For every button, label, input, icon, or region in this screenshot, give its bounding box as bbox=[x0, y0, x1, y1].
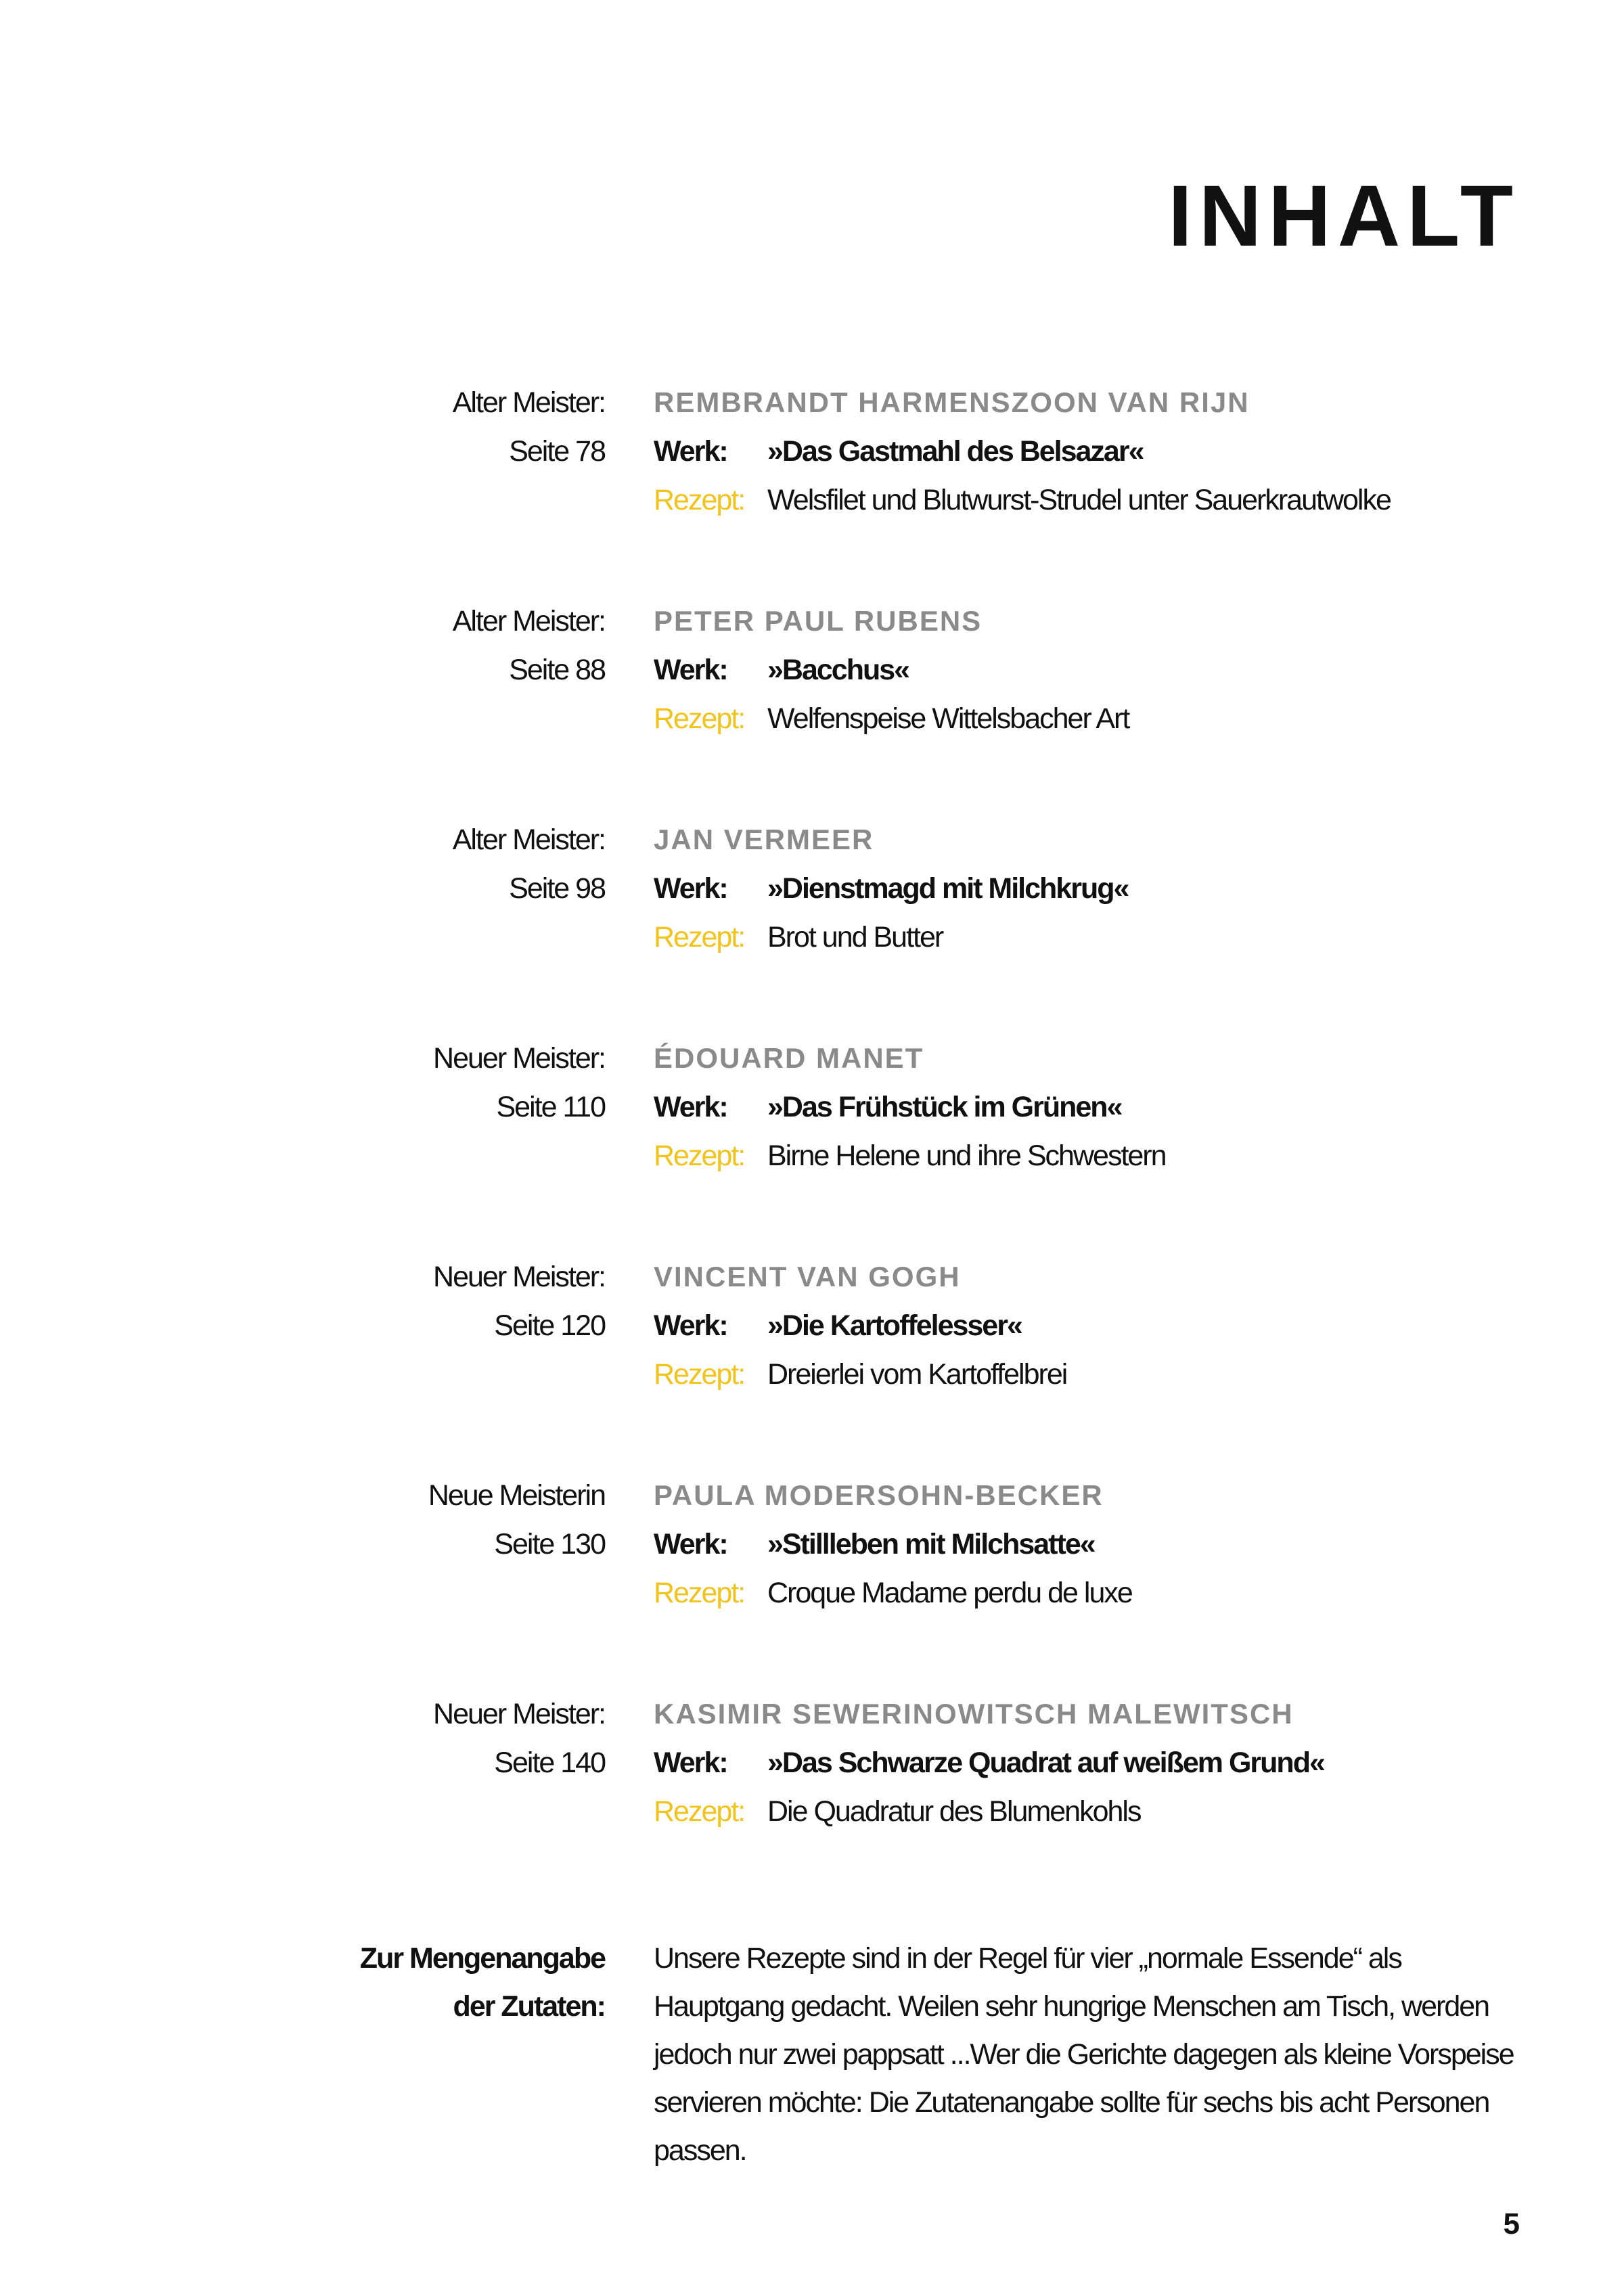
work-label: Werk: bbox=[654, 1091, 727, 1123]
entry-recipe: Dreierlei vom Kartoffelbrei bbox=[767, 1358, 1067, 1391]
entry-work: »Das Gastmahl des Belsazar« bbox=[767, 435, 1144, 468]
recipe-label: Rezept: bbox=[654, 484, 745, 516]
entry-work: »Die Kartoffelesser« bbox=[767, 1309, 1022, 1342]
work-label: Werk: bbox=[654, 872, 727, 905]
work-label: Werk: bbox=[654, 1309, 727, 1342]
work-label: Werk: bbox=[654, 654, 727, 686]
entry-category: Neue Meisterin bbox=[428, 1479, 605, 1512]
entry-artist: PAULA MODERSOHN-BECKER bbox=[654, 1479, 1104, 1511]
entry-artist: VINCENT VAN GOGH bbox=[654, 1261, 961, 1292]
work-label: Werk: bbox=[654, 1747, 727, 1779]
recipe-label: Rezept: bbox=[654, 1577, 745, 1609]
recipe-label: Rezept: bbox=[654, 1358, 745, 1391]
entry-recipe: Die Quadratur des Blumenkohls bbox=[767, 1795, 1141, 1828]
entry-artist: ÉDOUARD MANET bbox=[654, 1042, 924, 1074]
work-label: Werk: bbox=[654, 435, 727, 468]
recipe-label: Rezept: bbox=[654, 702, 745, 735]
entry-category: Alter Meister: bbox=[452, 605, 605, 637]
entry-work: »Dienstmagd mit Milchkrug« bbox=[767, 872, 1129, 905]
quantity-note-text: Unsere Rezepte sind in der Regel für vier „normale Essende“ als Hauptgang gedacht. Weilen sehr hungrige Menschen am Tisch, werden jedoch nur zwei pappsatt ...Wer die Gerichte dagegen als kleine Vorspeise servieren möchte: Die Zutatenangabe sollte für sechs bis acht Personen passen. bbox=[654, 1942, 1514, 2167]
entry-page[interactable]: Seite 110 bbox=[496, 1091, 605, 1123]
entry-work: »Das Frühstück im Grünen« bbox=[767, 1091, 1122, 1123]
entry-page[interactable]: Seite 78 bbox=[509, 435, 605, 468]
entry-page[interactable]: Seite 120 bbox=[494, 1309, 605, 1342]
entry-category: Alter Meister: bbox=[452, 386, 605, 419]
entry-recipe: Croque Madame perdu de luxe bbox=[767, 1577, 1132, 1609]
work-label: Werk: bbox=[654, 1528, 727, 1560]
quantity-note-label-line1: Zur Mengenangabe bbox=[359, 1942, 605, 1975]
entry-work: »Stillleben mit Milchsatte« bbox=[767, 1528, 1095, 1560]
entry-recipe: Brot und Butter bbox=[767, 921, 943, 953]
quantity-note-label bbox=[360, 1935, 605, 2031]
recipe-label: Rezept: bbox=[654, 1140, 745, 1172]
entry-category: Neuer Meister: bbox=[433, 1042, 605, 1075]
page-title: INHALT bbox=[1168, 168, 1520, 265]
recipe-label: Rezept: bbox=[654, 1795, 745, 1828]
entry-category: Neuer Meister: bbox=[433, 1698, 605, 1730]
entry-page[interactable]: Seite 140 bbox=[494, 1747, 605, 1779]
quantity-note-label-line2: der Zutaten: bbox=[453, 1990, 605, 2023]
entry-recipe: Welsfilet und Blutwurst-Strudel unter Sauerkrautwolke bbox=[767, 484, 1391, 516]
entry-recipe: Birne Helene und ihre Schwestern bbox=[767, 1140, 1166, 1172]
entry-artist: REMBRANDT HARMENSZOON VAN RIJN bbox=[654, 386, 1250, 418]
entry-work: »Das Schwarze Quadrat auf weißem Grund« bbox=[767, 1747, 1324, 1779]
entry-category: Alter Meister: bbox=[452, 824, 605, 856]
entry-artist: JAN VERMEER bbox=[654, 824, 874, 855]
entry-artist: KASIMIR SEWERINOWITSCH MALEWITSCH bbox=[654, 1698, 1294, 1730]
entry-recipe: Welfenspeise Wittelsbacher Art bbox=[767, 702, 1129, 735]
entry-page[interactable]: Seite 88 bbox=[509, 654, 605, 686]
entry-page[interactable]: Seite 130 bbox=[494, 1528, 605, 1560]
page-number: 5 bbox=[1503, 2207, 1520, 2241]
entry-category: Neuer Meister: bbox=[433, 1261, 605, 1293]
recipe-label: Rezept: bbox=[654, 921, 745, 953]
entry-artist: PETER PAUL RUBENS bbox=[654, 605, 983, 637]
entry-page[interactable]: Seite 98 bbox=[509, 872, 605, 905]
entry-work: »Bacchus« bbox=[767, 654, 909, 686]
